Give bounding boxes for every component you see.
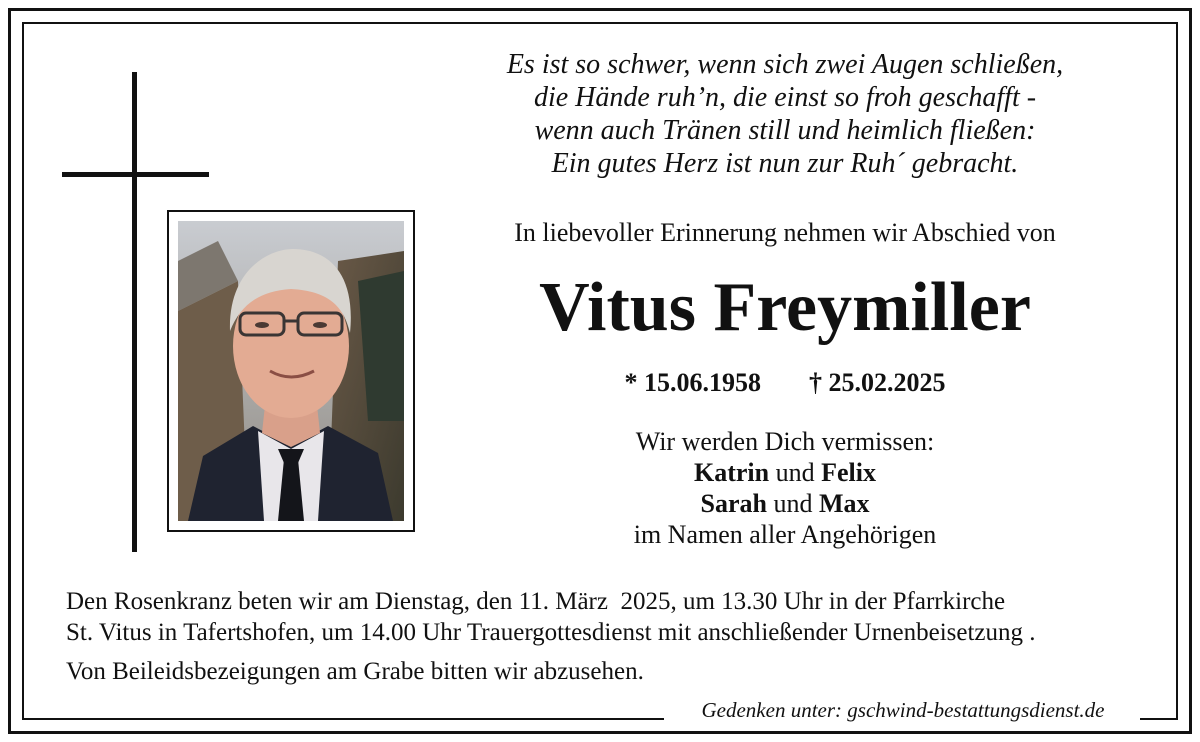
- mourners-heading: Wir werden Dich vermissen:: [635, 427, 935, 456]
- mourners-closing: im Namen aller Angehörigen: [633, 520, 937, 549]
- poem: [440, 48, 1130, 180]
- mourner-name: Sarah: [700, 489, 767, 518]
- birth-date: * 15.06.1958: [624, 368, 761, 397]
- mourner-name: Katrin: [694, 458, 770, 487]
- cross-icon-horizontal: [62, 172, 209, 177]
- rosary-line: St. Vitus in Tafertshofen, um 14.00 Uhr Trauergottesdienst mit anschließender Urnenbeisetzung .: [66, 619, 1036, 646]
- portrait-photo: [178, 221, 404, 521]
- farewell-intro: In liebevoller Erinnerung nehmen wir Abschied von: [514, 218, 1056, 247]
- mourner-name: Felix: [821, 458, 876, 487]
- life-dates: [440, 368, 1130, 398]
- poem-line: Ein gutes Herz ist nun zur Ruh´ gebracht.: [551, 148, 1019, 179]
- rosary-notice: [66, 586, 1166, 648]
- poem-line: Es ist so schwer, wenn sich zwei Augen schließen,: [506, 49, 1064, 80]
- poem-line: die Hände ruh’n, die einst so froh geschafft -: [533, 82, 1037, 113]
- condolence-notice: Von Beileidsbezeigungen am Grabe bitten wir abzusehen.: [66, 658, 644, 685]
- mourners-line: Sarah und Max: [700, 489, 870, 518]
- portrait-frame: [167, 210, 415, 532]
- memorial-link[interactable]: Gedenken unter: gschwind-bestattungsdienst.de: [701, 698, 1105, 722]
- rosary-line: Den Rosenkranz beten wir am Dienstag, den 11. März 2025, um 13.30 Uhr in der Pfarrkirche: [66, 588, 1006, 615]
- mourners-line: Katrin und Felix: [694, 458, 876, 487]
- cross-icon-vertical: [132, 72, 137, 552]
- portrait-image: [178, 221, 404, 521]
- death-date: † 25.02.2025: [809, 368, 946, 397]
- deceased-name: Vitus Freymiller: [539, 269, 1031, 346]
- mourner-name: Max: [818, 489, 870, 518]
- poem-line: wenn auch Tränen still und heimlich fließen:: [534, 115, 1036, 146]
- mourners-block: [440, 426, 1130, 550]
